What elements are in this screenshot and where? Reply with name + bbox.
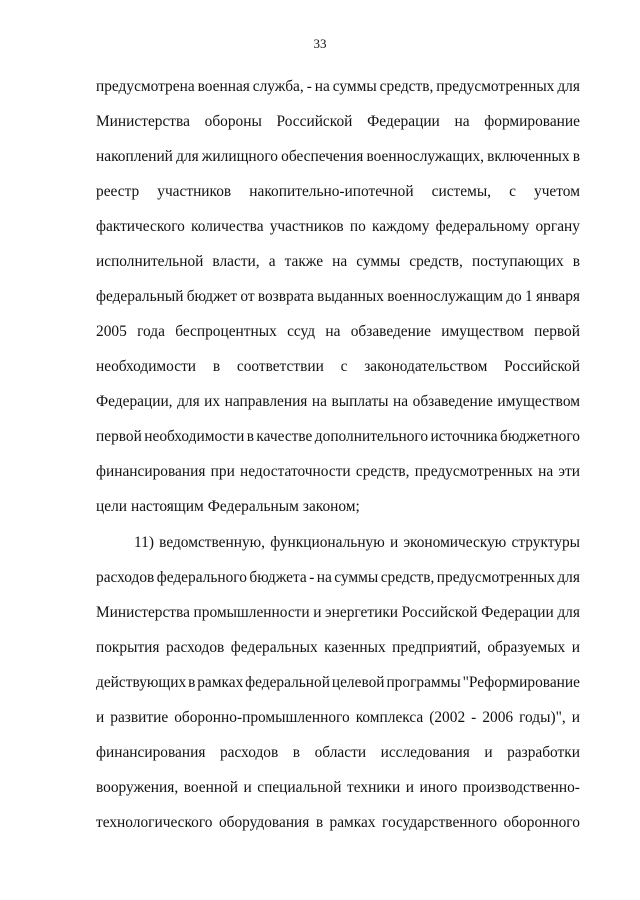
text-line: Министерства промышленности и энергетики Российской Федерации для: [96, 604, 580, 621]
text-line: накоплений для жилищного обеспечения военнослужащих, включенных в: [96, 148, 580, 165]
text-line: предусмотрена военная служба, - на суммы средств, предусмотренных для: [96, 78, 580, 95]
text-line: и развитие оборонно-промышленного комплекса (2002 - 2006 годы)", и: [96, 709, 580, 726]
text-line: 2005 года беспроцентных ссуд на обзаведение имуществом первой: [96, 323, 580, 340]
text-line: цели настоящим Федеральным законом;: [96, 498, 360, 515]
text-line: исполнительной власти, а также на суммы средств, поступающих в: [96, 253, 580, 270]
text-line: Министерства обороны Российской Федерации на формирование: [96, 113, 580, 130]
text-line: реестр участников накопительно-ипотечной системы, с учетом: [96, 183, 580, 200]
text-line: финансирования при недостаточности средств, предусмотренных на эти: [96, 463, 580, 480]
text-line: покрытия расходов федеральных казенных предприятий, образуемых и: [96, 639, 580, 656]
text-line: расходов федерального бюджета - на суммы средств, предусмотренных для: [96, 569, 580, 586]
text-line: действующих в рамках федеральной целевой программы "Реформирование: [96, 674, 580, 691]
text-line: первой необходимости в качестве дополнительного источника бюджетного: [96, 428, 580, 445]
text-line: технологического оборудования в рамках государственного оборонного: [96, 814, 580, 831]
text-line: 11) ведомственную, функциональную и экономическую структуры: [134, 534, 580, 551]
text-line: фактического количества участников по каждому федеральному органу: [96, 218, 580, 235]
text-line: вооружения, военной и специальной техники и иного производственно-: [96, 779, 580, 796]
text-line: федеральный бюджет от возврата выданных военнослужащим до 1 января: [96, 288, 580, 305]
text-line: Федерации, для их направления на выплаты на обзаведение имуществом: [96, 393, 580, 410]
text-line: финансирования расходов в области исследования и разработки: [96, 744, 580, 761]
text-line: необходимости в соответствии с законодательством Российской: [96, 358, 580, 375]
page-number: 33: [313, 36, 327, 51]
